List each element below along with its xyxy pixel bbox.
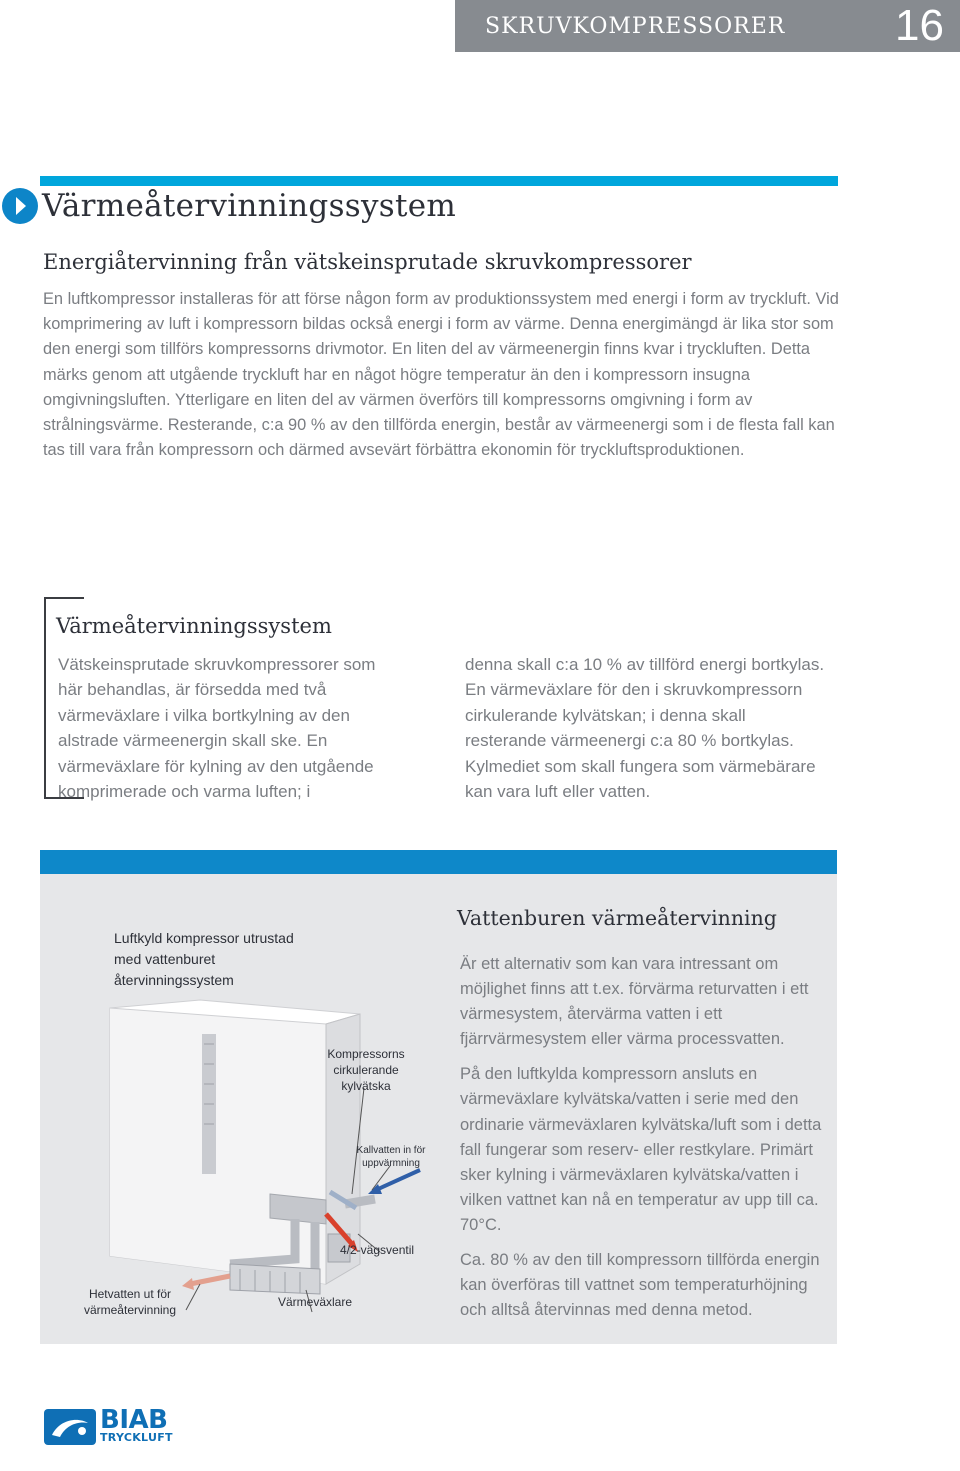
biab-logo [44,1405,184,1445]
panel-accent-bar [40,850,837,874]
logo-name: BIAB [100,1405,168,1435]
water-recovery-paragraph: På den luftkylda kompressorn ansluts en värmeväxlare kylvätska/vatten i serie med den ordinarie värmeväxlaren kylvätska/luft som i detta fall fungerar som reserv- eller restkylare. Primärt sker kylning i värmeväxlaren kylvätska/vatten i vilken vattnet kan nå en temperatur av upp till ca. 70°C. [460,1065,822,1234]
logo-mark-icon [44,1409,96,1445]
label-heat-exchanger: Värmeväxlare [277,1295,353,1309]
box-title: Värmeåtervinningssystem [56,614,332,638]
water-recovery-paragraph: Ca. 80 % av den till kompressorn tillförda energin kan överföras till vattnet som temperaturhöjning och alltså återvinnas med denna metod. [460,1251,820,1320]
label-hot-water: Hetvatten ut för värmeåtervinning [83,1287,177,1317]
section-subtitle: Energiåtervinning från vätskeinsprutade skruvkompressorer [43,250,692,274]
page-header [455,0,960,52]
diagram-title: Luftkyld kompressor utrustad med vattenburet återvinningssystem [114,930,294,988]
header-title: SKRUVKOMPRESSORER [485,14,786,39]
water-recovery-text [460,952,832,1333]
water-recovery-paragraph: Är ett alternativ som kan vara intressant om möjlighet finns att t.ex. förvärma returvatten i ett värmesystem, återvärma vatten i ett fjärrvärmesystem eller värma processvatten. [460,955,809,1049]
intro-paragraph: En luftkompressor installeras för att förse någon form av produktionssystem med energi i form av tryckluft. Vid komprimering av luft i kompressorn bildas också energi i form av värme. Denna energimängd är lika stor som den energi som tillförs kompressorns drivmotor. En liten del av värmeenergin finns kvar i tryckluften. Detta märks genom att utgående tryckluft har en något högre temperatur än den i kompressorn insugna omgivningsluften. Ytterligare en liten del av värmen överförs till kompressorns omgivning i form av strålningsvärme. Resterande, c:a 90 % av den tillförda energin, består av värmeenergi som i de flesta fall kan tas till vara från kompressorn och därmed avsevärt förbättra ekonomin för tryckluftsproduktionen. [43,290,839,460]
section-title: Värmeåtervinningssystem [42,188,457,224]
label-coolant: Kompressorns cirkulerande kylvätska [327,1047,405,1093]
label-valve: 4/2-vägsventil [340,1243,415,1257]
box-text-right: denna skall c:a 10 % av tillförd energi bortkylas. En värmeväxlare för den i skruvkompressorn cirkulerande kylvätskan; i denna skall resterande värmeenergi c:a 80 % bortkylas. Kylmediet som skall fungera som värmebärare kan vara luft eller vatten. [465,655,825,802]
chevron-right-icon-glyph [2,188,38,224]
page-number: 16 [895,1,944,50]
box-text-left: Vätskeinsprutade skruvkompressorer som här behandlas, är försedda med två värmeväxlare i vilka bortkylning av den alstrade värmeenergin skall ske. En värmeväxlare för kylning av den utgående komprimerade och varma luften; i [58,655,376,802]
logo-tagline: TRYCKLUFT [100,1431,173,1444]
water-recovery-title: Vattenburen värmeåtervinning [457,906,777,930]
label-cold-water: Kallvatten in för uppvärmning [356,1145,426,1169]
section-accent-bar [40,176,838,186]
logo-swoosh-icon [44,1409,96,1445]
diagram-panel [40,874,837,1344]
chevron-right-icon [2,188,38,224]
